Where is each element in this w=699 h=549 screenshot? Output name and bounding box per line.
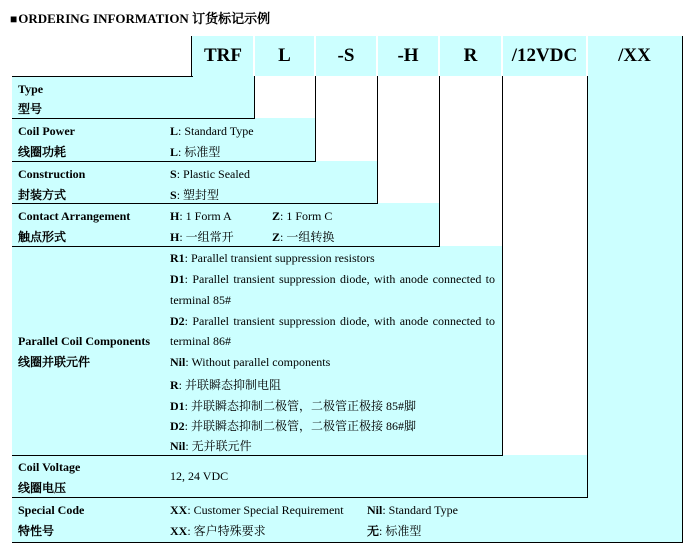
stair-line-h [12,455,503,456]
construction-l2: S: 塑封型 [170,188,220,202]
border-top-row [12,76,193,77]
label-voltage-zh: 线圈电压 [18,481,67,495]
parallel-d2-cont: terminal 86# [170,334,231,348]
coil-power-l1: L: Standard Type [170,124,254,138]
special-wu-zh: 无: 标准型 [367,524,422,538]
stair-line-v [439,76,440,247]
label-voltage-en: Coil Voltage [18,460,81,474]
label-contact-en: Contact Arrangement [18,209,131,223]
contact-h: H: 1 Form A [170,209,232,223]
label-parallel-zh: 线圈并联元件 [18,355,91,369]
code-divider [586,36,588,76]
contact-z: Z: 1 Form C [272,209,333,223]
stair-line-h [12,203,378,204]
code-r: R [463,45,478,66]
code-divider [438,36,440,76]
code-divider [501,36,503,76]
stair-line-h [12,497,588,498]
column-xx-fill [587,76,682,497]
label-construction-zh: 封装方式 [18,188,67,202]
parallel-d2: D2: Parallel transient suppression diode, with anode connected to [170,314,495,328]
coil-power-l2: L: 标准型 [170,145,221,159]
border-left [191,36,192,77]
stair-line-v [254,76,255,119]
parallel-r-zh: R: 并联瞬态抑制电阻 [170,378,282,392]
special-xx-zh: XX: 客户特殊要求 [170,524,266,538]
border-right [682,36,683,543]
label-parallel-en: Parallel Coil Components [18,334,150,348]
contact-z-zh: Z: 一组转换 [272,230,335,244]
code-divider [314,36,316,76]
code-divider [376,36,378,76]
label-construction-en: Construction [18,167,86,181]
code-divider [253,36,255,76]
parallel-d1: D1: Parallel transient suppression diode, with anode connected to [170,272,495,286]
stair-line-h [12,118,255,119]
stair-type [12,76,254,118]
code-trf: TRF [204,45,242,66]
parallel-d2-zh: D2: 并联瞬态抑制二极管，二极管正极接 86#脚 [170,419,417,433]
parallel-nil: Nil: Without parallel components [170,355,331,369]
title-text: ORDERING INFORMATION 订货标记示例 [18,11,271,26]
special-xx: XX: Customer Special Requirement [170,503,344,517]
page-title [10,8,270,27]
title-square-icon: ■ [10,12,18,26]
stair-line-h [12,246,440,247]
stair-line-v [587,76,588,498]
label-special-en: Special Code [18,503,85,517]
parallel-d1-zh: D1: 并联瞬态抑制二极管，二极管正极接 85#脚 [170,399,417,413]
label-type-zh: 型号 [18,102,43,116]
stair-line-h [12,161,316,162]
stair-line-v [377,76,378,204]
code-l: L [278,45,291,66]
voltage-value: 12, 24 VDC [170,469,229,483]
parallel-r1: R1: Parallel transient suppression resistors [170,251,375,265]
label-coil-power-en: Coil Power [18,124,75,138]
parallel-nil-zh: Nil: 无并联元件 [170,439,252,453]
code-h: -H [397,45,419,66]
stair-line-v [502,76,503,456]
border-bottom [12,542,683,543]
label-coil-power-zh: 线圈功耗 [18,145,67,159]
stair-special [12,497,682,542]
stair-voltage [12,455,587,497]
code-xx: /XX [618,45,651,66]
parallel-d1-cont: terminal 85# [170,293,231,307]
construction-l1: S: Plastic Sealed [170,167,251,181]
label-special-zh: 特性号 [18,524,55,538]
code-voltage: /12VDC [511,45,578,66]
code-s: -S [337,45,355,66]
contact-h-zh: H: 一组常开 [170,230,234,244]
special-nil: Nil: Standard Type [367,503,458,517]
label-contact-zh: 触点形式 [18,230,67,244]
label-type-en: Type [18,82,44,96]
stair-line-v [315,76,316,162]
